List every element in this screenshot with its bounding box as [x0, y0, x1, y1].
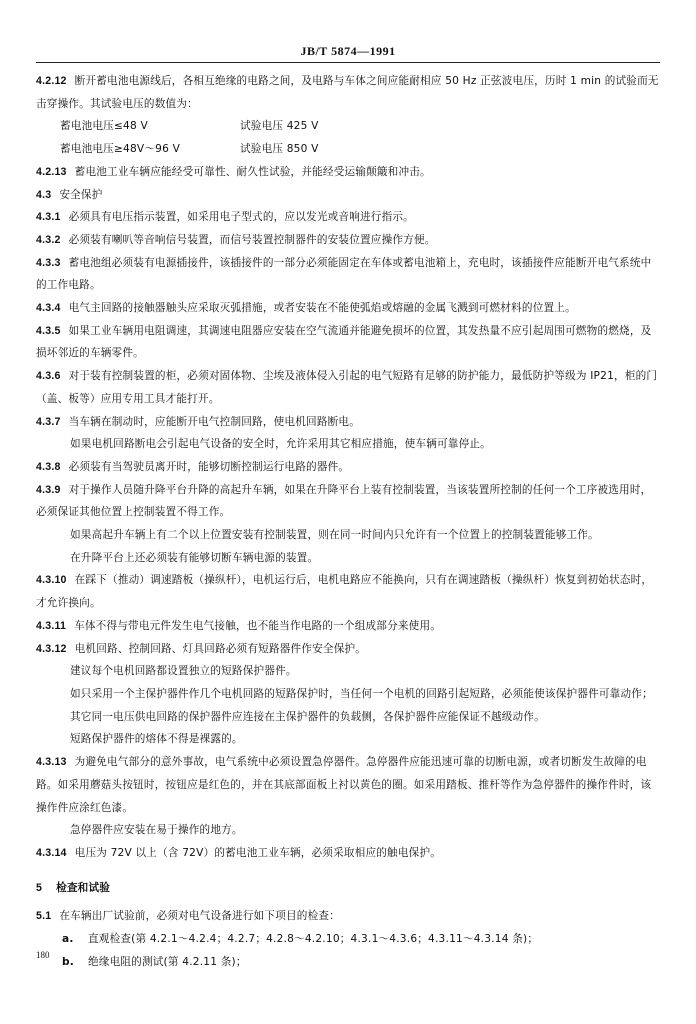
list-item: b. 绝缘电阻的测试(第 4.2.11 条)； — [62, 955, 247, 968]
clause-4-3-4: 4.3.4 电气主回路的接触器触头应采取灭弧措施，或者安装在不能使弧焰或熔融的金属飞溅到可燃材料的位置上。 — [36, 302, 576, 315]
clause-4-3-10: 4.3.10 在踩下（推动）调速踏板（操纵杆），电机运行后，电机电路应不能换向，只有在调速踏板（操纵杆）恢复到初始状态时，才允许换向。 — [36, 574, 653, 610]
clause-4-3-6: 4.3.6 对于装有控制装置的柜，必须对固体物、尘埃及液体侵入引起的电气短路有足够的防护能力，最低防护等级为 IP21，柜的门（盖、板等）应用专用工具才能打开。 — [36, 370, 658, 405]
voltage-row: 蓄电池电压≤48 V 试验电压 425 V — [60, 120, 319, 133]
clause-4-2-12: 4.2.12 断开蓄电池电源线后，各相互绝缘的电路之间，及电路与车体之间应能耐相应 50 Hz 正弦波电压，历时 1 min 的试验而无击穿操作。其试验电压的数值为： — [36, 75, 659, 110]
paragraph: 如果电机回路断电会引起电气设备的安全时，允许采用其它相应措施，使车辆可靠停止。 — [70, 438, 491, 451]
voltage-row: 蓄电池电压≥48V～96 V 试验电压 850 V — [60, 143, 319, 156]
clause-5-1: 5.1 在车辆出厂试验前，必须对电气设备进行如下项目的检查： — [36, 910, 340, 923]
page-number: 180 — [36, 950, 50, 960]
paragraph: 短路保护器件的熔体不得是裸露的。 — [70, 733, 243, 746]
paragraph: 建议每个电机回路都设置独立的短路保护器件。 — [70, 665, 297, 678]
clause-4-3-12: 4.3.12 电机回路、控制回路、灯具回路必须有短路器件作安全保护。 — [36, 642, 367, 655]
list-item: a. 直观检查(第 4.2.1～4.2.4；4.2.7；4.2.8～4.2.10；4.3.1～4.3.6；4.3.11～4.3.14 条)； — [62, 933, 539, 946]
paragraph: 如果高起升车辆上有二个以上位置安装有控制装置，则在同一时间内只允许有一个位置上的控制装置能够工作。 — [70, 529, 599, 542]
section-5-title: 5 检查和试验 — [36, 881, 111, 894]
clause-4-3-1: 4.3.1 必须具有电压指示装置，如采用电子型式的，应以发光或音响进行指示。 — [36, 211, 414, 224]
clause-4-3-11: 4.3.11 车体不得与带电元件发生电气接触，也不能当作电路的一个组成部分来使用。 — [36, 619, 442, 632]
clause-4-3-3: 4.3.3 蓄电池组必须装有电源插接件，该插接件的一部分必须能固定在车体或蓄电池箱上，充电时，该插接件应能断开电气系统中的工作电路。 — [36, 256, 652, 292]
clause-4-3-2: 4.3.2 必须装有喇叭等音响信号装置，而信号装置控制器件的安装位置应操作方便。 — [36, 233, 436, 246]
header-rule — [36, 62, 660, 63]
section-4-3-title: 4.3 安全保护 — [36, 188, 103, 201]
standard-header: JB/T 5874—1991 — [300, 44, 396, 58]
paragraph: 在升降平台上还必须装有能够切断车辆电源的装置。 — [70, 551, 319, 564]
clause-4-3-9: 4.3.9 对于操作人员随升降平台升降的高起升车辆，如果在升降平台上装有控制装置，当该装置所控制的任何一个工序被选用时，必须保证其他位置上控制装置不得工作。 — [36, 483, 652, 519]
clause-4-3-7: 4.3.7 当车辆在制动时，应能断开电气控制回路，使电机回路断电。 — [36, 415, 360, 428]
paragraph: 急停器件应安装在易于操作的地方。 — [70, 824, 243, 837]
clause-4-3-8: 4.3.8 必须装有当驾驶员离开时，能够切断控制运行电路的器件。 — [36, 460, 350, 473]
document-body — [36, 70, 660, 973]
clause-4-3-5: 4.3.5 如果工业车辆用电阻调速，其调速电阻器应安装在空气流通并能避免损坏的位置，其发热量不应引起周围可燃物的燃烧，及损坏邻近的车辆零件。 — [36, 324, 652, 360]
clause-4-2-13: 4.2.13 蓄电池工业车辆应能经受可靠性、耐久性试验，并能经受运输颠簸和冲击。 — [36, 165, 431, 178]
paragraph: 如只采用一个主保护器件作几个电机回路的短路保护时，当任何一个电机的回路引起短路，必须能使该保护器件可靠动作；其它同一电压供电回路的保护器件应连接在主保护器件的负载侧，各保护器件应能保证不越级动作。 — [70, 687, 653, 723]
clause-4-3-13: 4.3.13 为避免电气部分的意外事故，电气系统中必须设置急停器件。急停器件应能迅速可靠的切断电源，或者切断发生故障的电路。如采用蘑菇头按钮时，按钮应是红色的，并在其底部面板上衬以黄色的圈。如采用踏板、推杆等作为急停器件的操作件时，该操作件应涂红色漆。 — [36, 756, 652, 814]
clause-4-3-14: 4.3.14 电压为 72V 以上（含 72V）的蓄电池工业车辆，必须采取相应的触电保护。 — [36, 846, 442, 859]
